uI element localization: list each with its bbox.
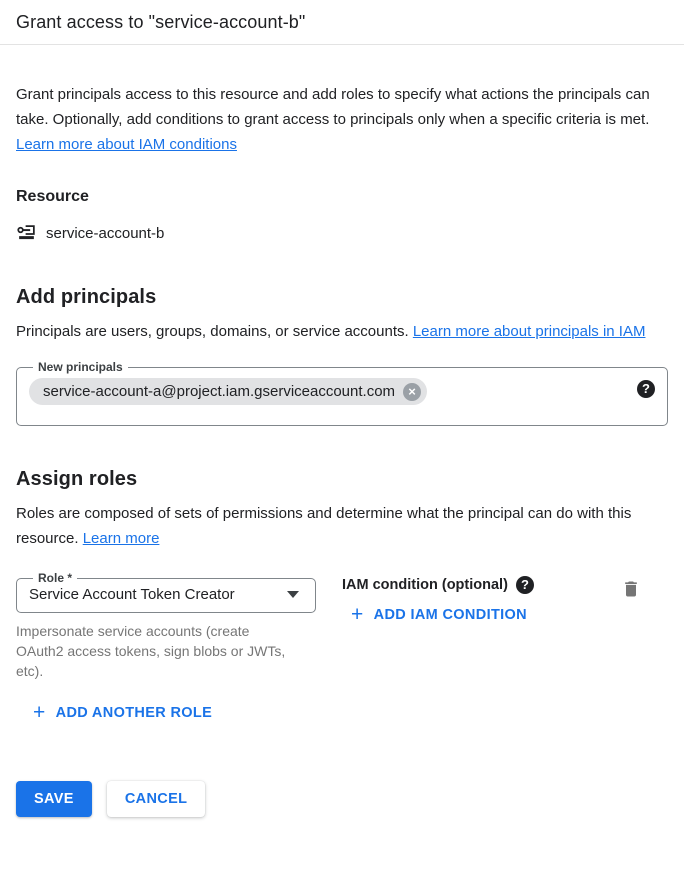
iam-conditions-link[interactable]: Learn more about IAM conditions	[16, 136, 237, 153]
role-selected-value: Service Account Token Creator	[29, 586, 235, 603]
new-principals-field[interactable]	[16, 360, 668, 426]
principal-chip-text: service-account-a@project.iam.gserviceaccount.com	[43, 383, 396, 400]
role-helper-text: Impersonate service accounts (create OAuth2 access tokens, sign blobs or JWTs, etc).	[16, 623, 286, 679]
close-icon[interactable]: ×	[403, 383, 421, 401]
resource-row	[16, 223, 668, 244]
assign-roles-heading: Assign roles	[16, 468, 138, 490]
chevron-down-icon	[287, 591, 299, 598]
cancel-button[interactable]: CANCEL	[107, 781, 206, 817]
role-binding-row	[16, 571, 668, 681]
delete-role-column	[621, 571, 641, 604]
role-label: Role *	[38, 571, 73, 585]
add-another-role-label: ADD ANOTHER ROLE	[55, 705, 213, 721]
roles-learn-more-link[interactable]: Learn more	[82, 530, 160, 547]
assign-roles-paragraph	[16, 501, 668, 551]
add-principals-paragraph	[16, 319, 668, 344]
add-role-wrap	[16, 701, 668, 724]
plus-icon: +	[351, 603, 364, 626]
intro-paragraph	[16, 82, 668, 157]
role-select[interactable]	[16, 571, 316, 613]
service-account-icon	[16, 223, 37, 244]
add-iam-condition-label: ADD IAM CONDITION	[373, 607, 527, 623]
resource-name: service-account-b	[46, 225, 165, 242]
help-icon[interactable]: ?	[516, 576, 534, 594]
assign-roles-text: Roles are composed of sets of permissions and determine what the principal can do with this resource.	[16, 505, 632, 547]
intro-text: Grant principals access to this resource and add roles to specify what actions the principals can take. Optionally, add conditions to grant access to principals only when a specific criteria is met.	[16, 86, 650, 128]
dialog-footer	[16, 781, 668, 817]
delete-role-button[interactable]	[621, 579, 641, 602]
delete-icon	[621, 587, 641, 602]
add-principals-text: Principals are users, groups, domains, or service accounts.	[16, 323, 413, 340]
dialog-body	[0, 82, 684, 817]
help-icon[interactable]: ?	[637, 380, 655, 398]
principals-learn-more-link[interactable]: Learn more about principals in IAM	[412, 323, 646, 340]
role-column	[16, 571, 316, 681]
add-iam-condition-button[interactable]	[342, 603, 527, 626]
principal-chip[interactable]	[29, 378, 427, 405]
new-principals-label: New principals	[38, 360, 123, 374]
iam-condition-label: IAM condition (optional)	[342, 577, 508, 593]
add-principals-heading: Add principals	[16, 286, 157, 308]
plus-icon: +	[33, 701, 46, 724]
new-principals-inner	[29, 376, 655, 405]
add-another-role-button[interactable]	[16, 701, 213, 724]
save-button[interactable]: SAVE	[16, 781, 92, 817]
role-value-row[interactable]	[29, 586, 305, 603]
page-title: Grant access to "service-account-b"	[16, 12, 306, 32]
iam-condition-column	[342, 571, 534, 626]
iam-condition-label-row	[342, 576, 534, 594]
resource-heading: Resource	[16, 188, 89, 205]
dialog-header	[0, 0, 684, 45]
